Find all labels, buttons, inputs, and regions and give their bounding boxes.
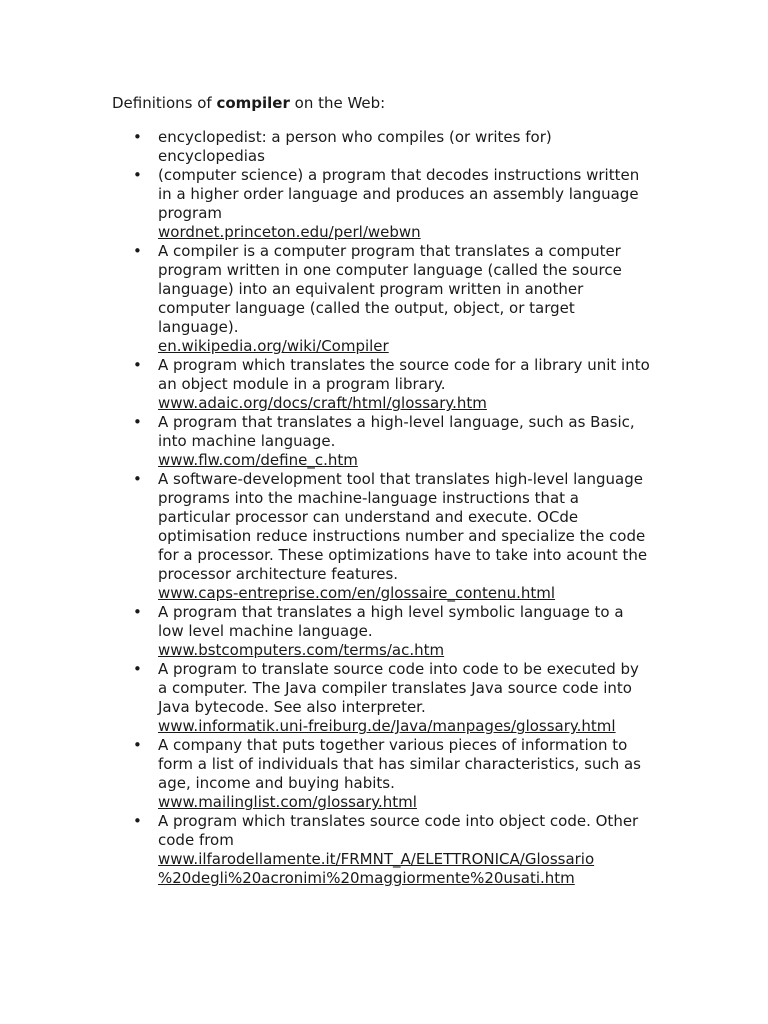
definition-text: A program which translates the source code for a library unit into an object module in a program library. (158, 356, 650, 393)
definition-text: encyclopedist: a person who compiles (or writes for) encyclopedias (158, 128, 552, 165)
definition-item (112, 356, 672, 413)
definition-list (112, 128, 672, 888)
heading-term: compiler (216, 94, 290, 112)
definition-text: A program to translate source code into code to be executed by a computer. The Java compiler translates Java source code into Java bytecode. See also interpreter. (158, 660, 639, 716)
bullet-icon: • (133, 812, 142, 830)
definition-text: A program that translates a high-level language, such as Basic, into machine language. (158, 413, 635, 450)
bullet-icon: • (133, 242, 142, 260)
bullet-icon: • (133, 603, 142, 621)
source-link[interactable]: www.caps-entreprise.com/en/glossaire_contenu.html (158, 584, 556, 602)
bullet-icon: • (133, 413, 142, 431)
bullet-icon: • (133, 356, 142, 374)
definition-text: A program which translates source code into object code. Other code from (158, 812, 639, 849)
bullet-icon: • (133, 128, 142, 146)
definition-item (112, 128, 672, 166)
definition-item (112, 812, 672, 888)
source-link[interactable]: www.informatik.uni-freiburg.de/Java/manpages/glossary.html (158, 717, 616, 735)
source-link[interactable]: en.wikipedia.org/wiki/Compiler (158, 337, 389, 355)
definition-item (112, 736, 672, 812)
definition-item (112, 603, 672, 660)
definition-item (112, 470, 672, 603)
definition-item (112, 660, 672, 736)
document-page (112, 93, 672, 888)
source-link[interactable]: www.adaic.org/docs/craft/html/glossary.htm (158, 394, 487, 412)
heading-suffix: on the Web: (289, 94, 386, 112)
definition-text: A compiler is a computer program that translates a computer program written in one computer language (called the source language) into an equivalent program written in another computer language (called the output, object, or target language). (158, 242, 622, 336)
definition-item (112, 413, 672, 470)
definition-text: A program that translates a high level symbolic language to a low level machine language. (158, 603, 624, 640)
bullet-icon: • (133, 470, 142, 488)
heading-prefix: Definitions of (112, 94, 217, 112)
definition-text: A company that puts together various pieces of information to form a list of individuals that has similar characteristics, such as age, income and buying habits. (158, 736, 641, 792)
page-heading (112, 93, 672, 113)
source-link[interactable]: www.flw.com/define_c.htm (158, 451, 358, 469)
bullet-icon: • (133, 736, 142, 754)
bullet-icon: • (133, 660, 142, 678)
source-link[interactable]: www.bstcomputers.com/terms/ac.htm (158, 641, 445, 659)
source-link[interactable]: wordnet.princeton.edu/perl/webwn (158, 223, 421, 241)
source-link[interactable]: www.ilfarodellamente.it/FRMNT_A/ELETTRONICA/Glossario %20degli%20acronimi%20maggiormente%20usati.htm (158, 850, 595, 887)
definition-item (112, 242, 672, 356)
source-link[interactable]: www.mailinglist.com/glossary.html (158, 793, 417, 811)
definition-item (112, 166, 672, 242)
bullet-icon: • (133, 166, 142, 184)
definition-text: A software-development tool that translates high-level language programs into the machine-language instructions that a particular processor can understand and execute. OCde optimisation reduce instructions number and specialize the code for a processor. These optimizations have to take into acount the processor architecture features. (158, 470, 648, 583)
definition-text: (computer science) a program that decodes instructions written in a higher order language and produces an assembly language program (158, 166, 640, 222)
